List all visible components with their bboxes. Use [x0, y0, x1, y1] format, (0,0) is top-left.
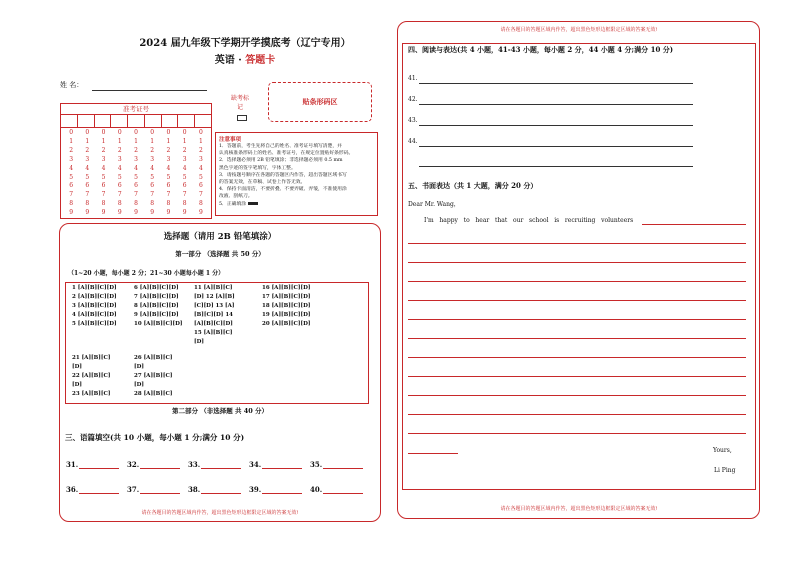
digit-bubble[interactable]: 9	[150, 209, 155, 217]
digit-bubble[interactable]: 4	[69, 164, 74, 172]
blank-number: 31.	[66, 460, 79, 469]
section5-title: 五、书面表达（共 1 大题，满分 20 分）	[408, 181, 538, 190]
digit-bubble[interactable]: 3	[117, 155, 122, 163]
instruction-line: 认真核准条形码上的姓名、准考证号，在规定位置贴好条形码。	[219, 151, 354, 157]
question-bubbles[interactable]: 20 [A][B][C][D]	[262, 321, 311, 327]
admission-digit-column[interactable]	[160, 129, 176, 218]
right-footer-warning: 请在各题目的答题区域内作答，超出黑色矩形边框限定区域的答案无效!	[500, 506, 658, 512]
absent-mark-label: 缺考标记	[230, 95, 249, 111]
barcode-label: 贴条形码区	[302, 97, 338, 106]
admission-number-grid	[60, 103, 212, 219]
question-bubbles[interactable]	[262, 329, 342, 338]
digit-bubble[interactable]: 7	[182, 191, 187, 199]
blank-answer-line[interactable]	[79, 468, 119, 469]
letter-opening: I'm happy to hear that our school is recruiting volunteers	[424, 217, 634, 224]
answer-card-label: 答题卡	[245, 55, 276, 66]
digit-bubble[interactable]: 8	[150, 200, 155, 208]
question-number: 43.	[408, 117, 418, 124]
digit-bubble[interactable]: 1	[134, 137, 138, 145]
digit-bubble[interactable]: 1	[101, 137, 106, 145]
blank-answer-line[interactable]	[140, 468, 180, 469]
digit-bubble[interactable]: 5	[150, 173, 155, 181]
digit-bubble[interactable]: 4	[182, 164, 187, 172]
digit-bubble[interactable]: 2	[134, 146, 138, 154]
instruction-line: 改液、刮纸刀。	[219, 194, 253, 200]
question-bubbles[interactable]	[134, 338, 194, 347]
digit-bubble[interactable]: 1	[117, 137, 122, 145]
section3-title: 三、语篇填空(共 10 小题，每小题 1 分;满分 10 分)	[65, 433, 245, 442]
digit-bubble[interactable]: 5	[69, 173, 74, 181]
blank-number: 34.	[249, 460, 262, 469]
barcode-area	[268, 82, 372, 122]
question-bubbles[interactable]: 18 [A][B][C][D]	[262, 303, 311, 309]
digit-bubble[interactable]: 2	[182, 146, 187, 154]
question-bubbles[interactable]: 27 [A][B][C]	[134, 373, 173, 379]
blank-number: 39.	[249, 485, 262, 494]
choice-title: 选择题（请用 2B 铅笔填涂）	[163, 232, 277, 242]
question-bubbles[interactable]: 22 [A][B][C]	[72, 373, 111, 379]
digit-bubble[interactable]: 0	[69, 129, 74, 136]
writing-line[interactable]	[408, 376, 746, 377]
digit-bubble[interactable]: 6	[182, 182, 187, 190]
digit-bubble[interactable]: 4	[166, 164, 171, 172]
question-bubbles[interactable]: 3 [A][B][C][D]	[72, 303, 117, 309]
digit-bubble[interactable]: 3	[69, 155, 74, 163]
digit-bubble[interactable]: 4	[117, 164, 122, 172]
digit-bubble[interactable]: 3	[150, 155, 155, 163]
digit-bubble[interactable]: 7	[117, 191, 122, 199]
digit-bubble[interactable]: 1	[69, 137, 74, 145]
question-bubbles[interactable]	[72, 338, 134, 347]
digit-bubble[interactable]: 7	[166, 191, 171, 199]
question-number: 42.	[408, 96, 418, 103]
digit-bubble[interactable]: 7	[69, 191, 74, 199]
digit-bubble[interactable]: 5	[166, 173, 171, 181]
digit-bubble[interactable]: 5	[198, 173, 203, 181]
digit-bubble[interactable]: 2	[69, 146, 74, 154]
writing-line[interactable]	[408, 300, 746, 301]
blank-answer-line[interactable]	[262, 493, 302, 494]
letter-signature: Li Ping	[714, 467, 736, 474]
answer-line[interactable]	[419, 146, 693, 147]
digit-bubble[interactable]: 8	[117, 200, 122, 208]
instructions-box	[215, 132, 378, 216]
question-bubbles[interactable]: [D]	[72, 364, 82, 370]
question-bubbles[interactable]: 19 [A][B][C][D]	[262, 312, 311, 318]
question-bubbles[interactable]: [D]	[194, 339, 204, 345]
question-bubbles[interactable]: 28 [A][B][C]	[134, 391, 173, 397]
question-bubbles[interactable]: 4 [A][B][C][D]	[72, 312, 117, 318]
question-bubbles[interactable]: 1 [A][B][C][D]	[72, 285, 117, 291]
digit-bubble[interactable]: 2	[166, 146, 171, 154]
digit-bubble[interactable]: 7	[198, 191, 203, 199]
name-field[interactable]	[92, 90, 207, 91]
digit-bubble[interactable]: 5	[85, 173, 90, 181]
right-answer-box	[402, 43, 756, 490]
admission-digit-column[interactable]	[144, 129, 160, 218]
admission-write-cells[interactable]	[61, 115, 211, 128]
admission-digit-column[interactable]	[63, 129, 79, 218]
question-number: 44.	[408, 138, 418, 145]
right-header-warning: 请在各题目的答题区域内作答，超出黑色矩形边框限定区域的答案无效!	[500, 27, 658, 33]
instruction-line: 3．请按题号顺序在各题的答题区内作答，超出答题区域书写	[219, 172, 347, 178]
digit-bubble[interactable]: 0	[117, 129, 122, 136]
digit-bubble[interactable]: 7	[85, 191, 90, 199]
question-bubbles[interactable]: 17 [A][B][C][D]	[262, 294, 311, 300]
digit-bubble[interactable]: 5	[182, 173, 187, 181]
blank-answer-line[interactable]	[201, 493, 241, 494]
digit-bubble[interactable]: 4	[150, 164, 155, 172]
digit-bubble[interactable]: 8	[101, 200, 106, 208]
digit-bubble[interactable]: 2	[117, 146, 122, 154]
answer-line[interactable]	[419, 166, 693, 167]
digit-bubble[interactable]: 5	[101, 173, 106, 181]
question-bubbles[interactable]: [D] 12 [A][B]	[194, 294, 235, 300]
instructions-title: 注意事项	[219, 137, 242, 143]
admission-digit-column[interactable]	[95, 129, 111, 218]
digit-bubble[interactable]: 8	[182, 200, 187, 208]
digit-bubble[interactable]: 6	[198, 182, 203, 190]
admission-title: 准考证号	[61, 104, 211, 115]
admission-digit-column[interactable]	[79, 129, 95, 218]
instruction-line: 5．正确填涂	[219, 201, 374, 208]
digit-bubble[interactable]: 4	[134, 164, 138, 172]
digit-bubble[interactable]: 1	[150, 137, 155, 145]
writing-line[interactable]	[408, 395, 746, 396]
question-bubbles[interactable]: [B][C][D] 14	[194, 312, 233, 318]
answer-line[interactable]	[419, 83, 693, 84]
admission-digit-column[interactable]	[112, 129, 128, 218]
answer-line[interactable]	[419, 104, 693, 105]
name-label: 姓 名：	[60, 81, 84, 89]
last-line[interactable]	[408, 453, 458, 454]
question-bubbles[interactable]	[72, 329, 134, 338]
digit-bubble[interactable]: 6	[69, 182, 74, 190]
digit-bubble[interactable]: 8	[134, 200, 138, 208]
digit-bubble[interactable]: 3	[166, 155, 171, 163]
digit-bubble[interactable]: 0	[166, 129, 171, 136]
question-bubbles[interactable]: [D]	[134, 382, 144, 388]
digit-bubble[interactable]: 3	[101, 155, 106, 163]
question-bubbles[interactable]: [D]	[72, 382, 82, 388]
digit-bubble[interactable]: 0	[182, 129, 187, 136]
admission-bubbles[interactable]	[61, 128, 211, 219]
blank-number: 36.	[66, 485, 79, 494]
question-bubbles[interactable]: 7 [A][B][C][D]	[134, 294, 179, 300]
blank-answer-line[interactable]	[79, 493, 119, 494]
blank-number: 37.	[127, 485, 140, 494]
digit-bubble[interactable]: 3	[182, 155, 187, 163]
question-bubbles[interactable]: 6 [A][B][C][D]	[134, 285, 179, 291]
question-bubbles[interactable]: [C][D] 13 [A]	[194, 303, 235, 309]
digit-bubble[interactable]: 9	[117, 209, 122, 217]
digit-bubble[interactable]: 6	[117, 182, 122, 190]
instruction-line: 1．答题前，考生先将自己的姓名、准考证号填写清楚，并	[219, 144, 342, 149]
digit-bubble[interactable]: 6	[85, 182, 90, 190]
digit-bubble[interactable]: 9	[134, 209, 138, 217]
writing-line[interactable]	[408, 338, 746, 339]
digit-bubble[interactable]: 1	[166, 137, 171, 145]
instructions-list	[219, 143, 374, 208]
digit-bubble[interactable]: 5	[117, 173, 122, 181]
sheet-subtitle	[130, 51, 360, 66]
score-note: （1~20 小题，每小题 2 分；21~30 小题每小题 1 分）	[68, 270, 225, 277]
sheet-title: 2024 届九年级下学期开学摸底考（辽宁专用）	[139, 38, 351, 49]
blank-number: 38.	[188, 485, 201, 494]
digit-bubble[interactable]: 2	[85, 146, 90, 154]
digit-bubble[interactable]: 0	[198, 129, 203, 136]
question-bubbles[interactable]: 9 [A][B][C][D]	[134, 312, 179, 318]
choice-bubble-area[interactable]	[65, 282, 369, 404]
writing-line[interactable]	[408, 433, 746, 434]
digit-bubble[interactable]: 0	[150, 129, 155, 136]
question-bubbles[interactable]: 5 [A][B][C][D]	[72, 321, 117, 327]
question-bubbles[interactable]	[134, 329, 194, 338]
letter-greeting: Dear Mr. Wang，	[408, 201, 460, 208]
left-footer-warning: 请在各题目的答题区域内作答，超出黑色矩形边框限定区域的答案无效!	[141, 510, 299, 516]
opening-line[interactable]	[642, 224, 746, 225]
digit-bubble[interactable]: 7	[101, 191, 106, 199]
digit-bubble[interactable]: 8	[166, 200, 171, 208]
answer-line[interactable]	[419, 125, 693, 126]
digit-bubble[interactable]: 6	[134, 182, 138, 190]
question-bubbles[interactable]	[262, 338, 342, 347]
question-bubbles[interactable]: [A][B][C][D]	[194, 321, 233, 327]
blank-answer-line[interactable]	[323, 493, 363, 494]
writing-line[interactable]	[408, 414, 746, 415]
digit-bubble[interactable]: 1	[85, 137, 90, 145]
admission-digit-column[interactable]	[193, 129, 209, 218]
digit-bubble[interactable]: 5	[134, 173, 138, 181]
question-bubbles[interactable]: 16 [A][B][C][D]	[262, 285, 311, 291]
blank-number: 35.	[310, 460, 323, 469]
digit-bubble[interactable]: 2	[198, 146, 203, 154]
digit-bubble[interactable]: 9	[166, 209, 171, 217]
digit-bubble[interactable]: 9	[101, 209, 106, 217]
writing-line[interactable]	[408, 262, 746, 263]
blank-number: 32.	[127, 460, 140, 469]
part1-label: 第一部分 （选择题 共 50 分）	[175, 250, 265, 258]
writing-line[interactable]	[408, 281, 746, 282]
question-bubbles[interactable]: 26 [A][B][C]	[134, 355, 173, 361]
digit-bubble[interactable]: 1	[182, 137, 187, 145]
digit-bubble[interactable]: 4	[101, 164, 106, 172]
digit-bubble[interactable]: 8	[85, 200, 90, 208]
digit-bubble[interactable]: 7	[134, 191, 138, 199]
question-bubbles[interactable]: 10 [A][B][C][D]	[134, 321, 183, 327]
digit-bubble[interactable]: 0	[85, 129, 90, 136]
blank-answer-line[interactable]	[323, 468, 363, 469]
digit-bubble[interactable]: 3	[85, 155, 90, 163]
digit-bubble[interactable]: 8	[69, 200, 74, 208]
question-bubbles[interactable]: 8 [A][B][C][D]	[134, 303, 179, 309]
digit-bubble[interactable]: 0	[134, 129, 138, 136]
writing-line[interactable]	[408, 243, 746, 244]
question-bubbles[interactable]: 11 [A][B][C]	[194, 285, 233, 291]
digit-bubble[interactable]: 6	[150, 182, 155, 190]
question-bubbles[interactable]: 15 [A][B][C]	[194, 330, 233, 336]
digit-bubble[interactable]: 2	[101, 146, 106, 154]
digit-bubble[interactable]: 9	[182, 209, 187, 217]
instruction-line: 的答案无效，在草稿、试卷上作答无效。	[219, 180, 306, 186]
blank-number: 33.	[188, 460, 201, 469]
question-bubbles[interactable]: 21 [A][B][C]	[72, 355, 111, 361]
digit-bubble[interactable]: 9	[198, 209, 203, 217]
admission-digit-column[interactable]	[128, 129, 144, 218]
digit-bubble[interactable]: 9	[85, 209, 90, 217]
digit-bubble[interactable]: 3	[134, 155, 138, 163]
instruction-line: 2．选择题必须用 2B 铅笔填涂；非选择题必须用 0.5 mm	[219, 158, 343, 164]
question-bubbles[interactable]: 23 [A][B][C]	[72, 391, 111, 397]
question-number: 41.	[408, 75, 418, 82]
digit-bubble[interactable]: 4	[85, 164, 90, 172]
instruction-line: 4．保持卡面清洁，不要折叠、不要弄破、弄皱，不准使用涂	[219, 187, 347, 193]
subject-label: 英语 ·	[214, 55, 242, 66]
absent-mark-box[interactable]	[237, 115, 247, 121]
digit-bubble[interactable]: 3	[198, 155, 203, 163]
fill-example-mark	[248, 202, 258, 205]
digit-bubble[interactable]: 1	[198, 137, 203, 145]
digit-bubble[interactable]: 9	[69, 209, 74, 217]
digit-bubble[interactable]: 8	[198, 200, 203, 208]
letter-closing: Yours,	[713, 447, 732, 454]
digit-bubble[interactable]: 2	[150, 146, 155, 154]
admission-digit-column[interactable]	[177, 129, 193, 218]
blank-answer-line[interactable]	[262, 468, 302, 469]
digit-bubble[interactable]: 0	[101, 129, 106, 136]
blank-answer-line[interactable]	[201, 468, 241, 469]
digit-bubble[interactable]: 7	[150, 191, 155, 199]
instruction-line: 黑色字迹的签字笔填写，字体工整。	[219, 165, 296, 171]
writing-line[interactable]	[408, 357, 746, 358]
blank-number: 40.	[310, 485, 323, 494]
section4-title: 四、阅读与表达(共 4 小题，41-43 小题，每小题 2 分，44 小题 4 分;满分 10 分)	[408, 45, 674, 54]
digit-bubble[interactable]: 6	[166, 182, 171, 190]
digit-bubble[interactable]: 6	[101, 182, 106, 190]
writing-line[interactable]	[408, 319, 746, 320]
question-bubbles[interactable]: 2 [A][B][C][D]	[72, 294, 117, 300]
digit-bubble[interactable]: 4	[198, 164, 203, 172]
question-bubbles[interactable]: [D]	[134, 364, 144, 370]
part2-label: 第二部分 （非选择题 共 40 分）	[171, 407, 269, 415]
blank-answer-line[interactable]	[140, 493, 180, 494]
